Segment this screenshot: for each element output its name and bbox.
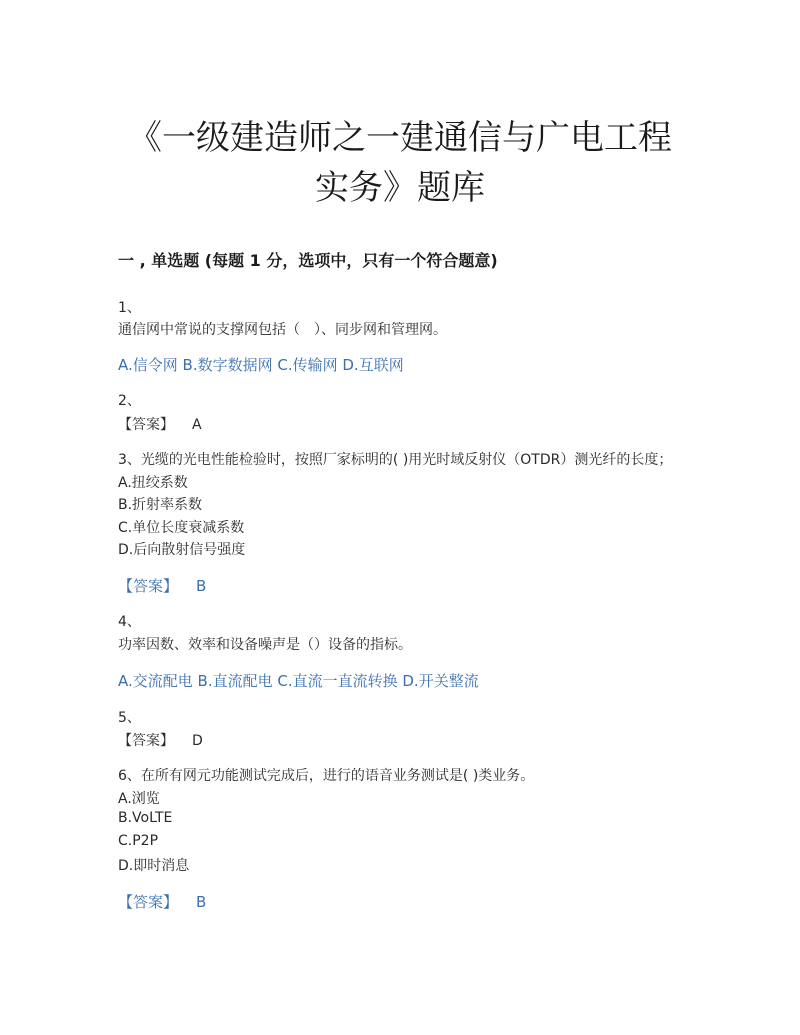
q3-answer-value: B (196, 577, 207, 595)
q6-option-c: C.P2P (118, 833, 159, 849)
q6-option-b: B.VoLTE (118, 810, 173, 826)
q4-text: 功率因数、效率和设备噪声是（）设备的指标。 (118, 637, 412, 653)
q6-answer-label: 【答案】 (118, 893, 179, 911)
q1-number: 1、 (118, 300, 141, 316)
q5-number: 5、 (118, 710, 141, 726)
q5-answer (118, 730, 203, 750)
q3-answer (118, 575, 206, 596)
q3-option-d: D.后向散射信号强度 (118, 542, 246, 558)
q3-text: 3、光缆的光电性能检验时，按照厂家标明的( )用光时域反射仪（OTDR）测光纤的长度； (118, 452, 673, 468)
q3-option-b: B.折射率系数 (118, 497, 203, 513)
q4-number: 4、 (118, 614, 141, 630)
q4-options: A.交流配电 B.直流配电 C.直流一直流转换 D.开关整流 (118, 672, 479, 690)
q2-answer-value: A (192, 417, 202, 433)
document-title-line-2: 实务》题库 (315, 168, 485, 208)
q3-option-a: A.扭绞系数 (118, 475, 188, 491)
q2-answer-label: 【答案】 (118, 417, 174, 433)
document-title-line-1: 《一级建造师之一建通信与广电工程 (128, 118, 672, 158)
q3-option-c: C.单位长度衰减系数 (118, 520, 245, 536)
q6-text: 6、在所有网元功能测试完成后，进行的语音业务测试是( )类业务。 (118, 768, 535, 784)
section-heading: 一 , 单选题 (每题 1 分，选项中，只有一个符合题意) (118, 251, 498, 270)
q5-answer-value: D (192, 733, 203, 749)
q6-option-d: D.即时消息 (118, 858, 190, 874)
q6-option-a: A.浏览 (118, 791, 160, 807)
q2-number: 2、 (118, 393, 141, 409)
q5-answer-label: 【答案】 (118, 733, 174, 749)
q2-answer (118, 414, 202, 434)
q6-answer-value: B (196, 893, 207, 911)
q3-answer-label: 【答案】 (118, 577, 179, 595)
q1-text: 通信网中常说的支撑网包括（ ）、同步网和管理网。 (118, 322, 447, 338)
q6-answer (118, 891, 206, 912)
q1-options: A.信令网 B.数字数据网 C.传输网 D.互联网 (118, 356, 404, 374)
